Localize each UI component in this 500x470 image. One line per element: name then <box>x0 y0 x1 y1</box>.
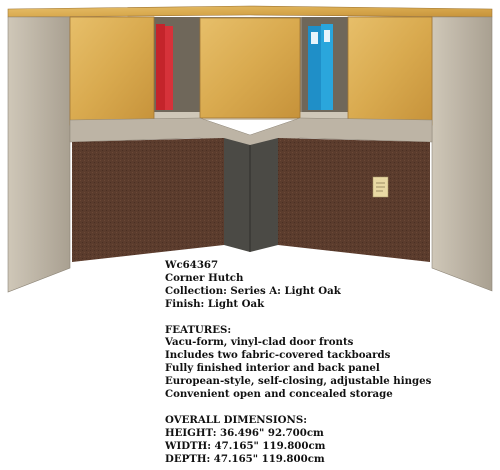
binder-label <box>311 32 318 44</box>
dimensions-heading: OVERALL DIMENSIONS: <box>165 413 307 426</box>
center-post <box>224 138 278 252</box>
tackboard-left <box>72 138 224 262</box>
door-left <box>70 17 154 125</box>
product-finish: Finish: Light Oak <box>165 297 265 310</box>
feature-item: Includes two fabric-covered tackboards <box>165 349 391 362</box>
features-heading: FEATURES: <box>165 323 232 336</box>
feature-item: European-style, self-closing, adjustable hinges <box>165 375 432 388</box>
dimension-width: WIDTH: 47.165" 119.800cm <box>165 439 326 452</box>
hutch-top <box>8 6 492 17</box>
feature-item: Fully finished interior and back panel <box>165 362 380 375</box>
left-side-panel <box>8 17 70 292</box>
product-collection: Collection: Series A: Light Oak <box>165 284 341 297</box>
feature-item: Convenient open and concealed storage <box>165 388 393 401</box>
product-model: Wc64367 <box>165 259 219 271</box>
red-binder <box>156 24 165 110</box>
door-right <box>348 17 432 125</box>
binder-label <box>324 30 330 42</box>
dimension-height: HEIGHT: 36.496" 92.700cm <box>165 426 324 439</box>
product-name: Corner Hutch <box>165 271 244 284</box>
feature-item: Vacu-form, vinyl-clad door fronts <box>165 336 354 349</box>
tackboard-right <box>278 138 430 262</box>
dimension-depth: DEPTH: 47.165" 119.800cm <box>165 452 325 465</box>
door-center <box>200 18 300 118</box>
red-binder <box>165 26 173 110</box>
right-side-panel <box>432 17 492 291</box>
product-specs <box>165 259 495 465</box>
